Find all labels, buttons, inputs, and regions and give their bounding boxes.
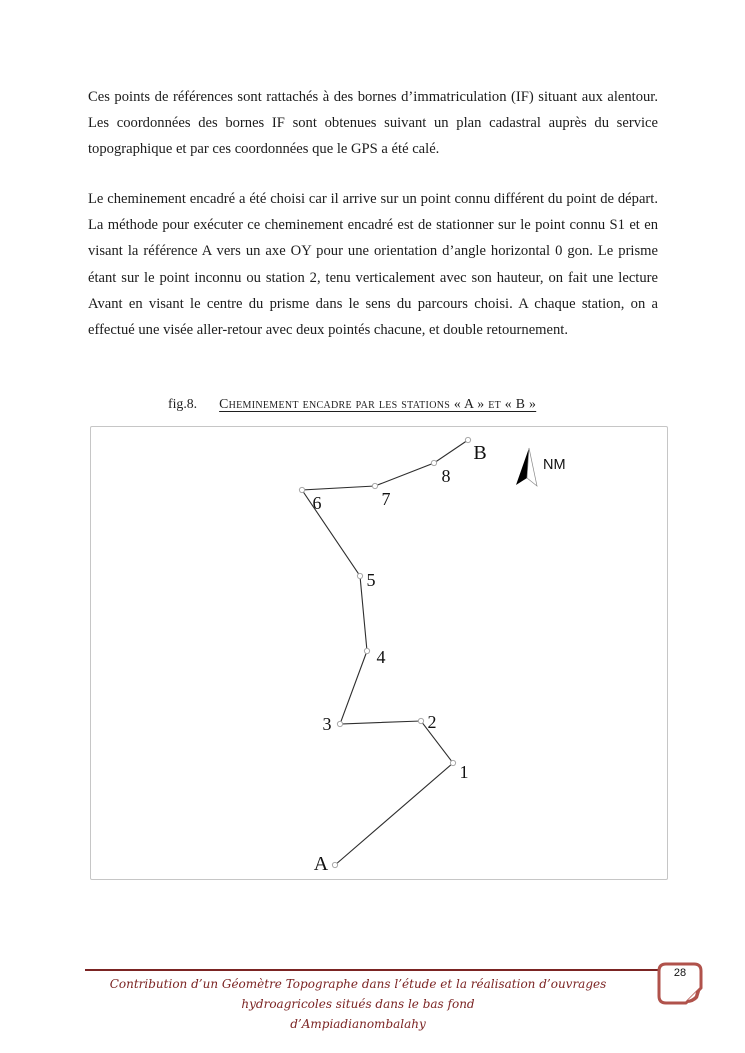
footer-title-line2: d’Ampiadianombalahy [290, 1017, 426, 1031]
station-label-4: 4 [376, 647, 386, 667]
footer-rule [85, 969, 658, 971]
paragraph-references: Ces points de références sont rattachés à des bornes d’immatriculation (IF) situant aux alentour. Les coordonnées des bornes IF sont obtenues suivant un plan cadastral auprès du service topographique et par ces coordonnées que le GPS a été calé. [88, 89, 658, 158]
station-marker-6 [299, 487, 304, 492]
station-marker-4 [364, 648, 369, 653]
station-marker-7 [372, 483, 377, 488]
station-label-B: B [473, 442, 487, 464]
figure-caption [168, 396, 536, 412]
station-marker-B [465, 437, 470, 442]
station-marker-8 [431, 460, 436, 465]
page-number-box [657, 962, 703, 1005]
station-marker-2 [418, 718, 423, 723]
station-marker-1 [450, 760, 455, 765]
station-marker-5 [357, 573, 362, 578]
figure-number-label: fig.8. [168, 396, 198, 411]
north-label: NM [543, 457, 566, 473]
station-label-2: 2 [427, 712, 437, 732]
station-label-7: 7 [381, 489, 391, 509]
footer-title [85, 974, 631, 1034]
station-marker-A [332, 862, 337, 867]
station-label-A: A [313, 853, 329, 875]
north-arrow-dark-half [516, 448, 529, 485]
footer-title-line1: Contribution d’un Géomètre Topographe dans l’étude et la réalisation d’ouvrages hydroagricoles situés dans le bas fond [109, 977, 607, 1011]
station-marker-3 [337, 721, 342, 726]
station-label-8: 8 [441, 466, 451, 486]
paragraph-cheminement: Le cheminement encadré a été choisi car il arrive sur un point connu différent du point de départ. La méthode pour exécuter ce cheminement encadré est de stationner sur le point connu S1 et en visant la référence A vers un axe OY pour une orientation d’angle horizontal 0 gon. Le prisme étant sur le point inconnu ou station 2, tenu verticalement avec son hauteur, on fait une lecture Avant en visant le centre du prisme dans le sens du parcours choisi. A chaque station, on a effectué une visée aller-retour avec deux pointés chacune, et double retournement. [88, 191, 658, 339]
figure-frame [90, 426, 668, 880]
station-label-1: 1 [459, 762, 469, 782]
traverse-diagram [91, 427, 667, 879]
page-number: 28 [673, 967, 687, 979]
station-label-5: 5 [366, 570, 376, 590]
figure-title: Cheminement encadre par les stations « A » et « B » [219, 396, 537, 411]
station-label-6: 6 [312, 493, 322, 513]
north-arrow-light-half [527, 448, 537, 486]
station-label-3: 3 [322, 714, 332, 734]
